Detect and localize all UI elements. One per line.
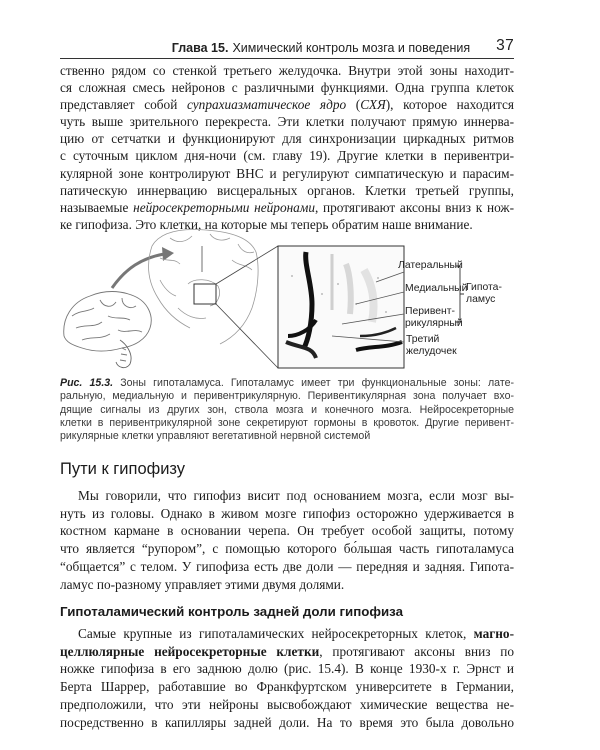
page-number: 37 [496,37,514,54]
zoom-box [194,284,216,304]
chapter-title: Химический контроль мозга и поведения [232,41,471,55]
text-line: “общается” с телом. У гипофиза есть две доли — передняя и задняя. Гипота- [60,558,514,574]
header-rule [60,58,514,59]
section-heading: Пути к гипофизу [60,460,186,478]
label-medial: Медиальный [405,283,468,294]
label-third-ventricle-2: желудочек [406,346,457,357]
text-line: Берта Шаррер, работавшие во Франкфуртском университете в Германии, [60,679,514,695]
text-line: цию от сетчатки и функционируют для синхронизации циркадных ритмов [60,131,514,147]
caption-line: дящие сигналы из других зон, ствола мозга и конечного мозга. Нейросекреторные [60,403,514,416]
paragraph-2 [60,487,514,593]
figure-15-3 [60,224,514,374]
label-periventricular-2: рикулярный [405,318,463,329]
text-line: ламус по-разному управляет этими двумя долями. [60,576,345,592]
label-hypothalamus-2: ламус [466,294,496,305]
coronal-section [149,230,258,344]
caption-line: клетки в перивентрикулярной зоне секретируют гормоны в кровоток. Другие перивент- [60,416,514,429]
text-line: что является “рупором”, с помощью которого большая часть гипоталамуса [60,541,514,557]
label-hypothalamus-1: Гипота- [466,282,502,293]
term-magnocellular: магно- [473,626,514,641]
label-lateral: Латеральный [398,260,463,271]
paragraph-1 [60,62,514,233]
text-line: нуть из головы. Однако в живом мозге гипофиз осторожно удерживается в [60,505,514,521]
term-magnocellular-cont: целлюлярные нейросекреторные клетки [60,643,320,659]
subsection-heading: Гипоталамический контроль задней доли гипофиза [60,604,403,619]
text-line: патическую иннервацию висцеральных органов. Клетки третьей группы, [60,182,514,198]
text-line: чуть выше зрительного перекреста. Эти клетки получают прямую иннерва- [60,114,514,130]
text-line: посредственно в капилляры задней доли. На то время это была довольно [60,714,514,730]
term-sch: супрахиазматическое ядро [186,97,347,113]
text-line: целлюлярные нейросекреторные клетки, протягивают аксоны вниз по [60,643,514,659]
figure-caption [60,377,514,443]
caption-label: Рис. 15.3. [60,377,114,389]
text-line: Самые крупные из гипоталамических нейросекреторных клеток, магно- [78,626,514,641]
text-line: называемые нейросекреторными нейронами, протягивают аксоны вниз к нож- [60,199,515,215]
inset-zoom [278,246,404,368]
caption-line: Рис. 15.3. Зоны гипоталамуса. Гипоталамус имеет три функциональные зоны: лате- [60,377,514,389]
caption-line: ральную, медиальную и перивентрикулярную. Перивентикулярная зона получает вхо- [60,390,514,403]
brain-side-view [64,292,151,368]
text-line: ственно рядом со стенкой третьего желудочка. Внутри этой зоны находит- [60,63,514,78]
term-neurosecretory: нейросекреторными нейронами [133,199,315,215]
arrow [112,254,164,288]
text-line: предположили, что эти нейроны высвобождают химические вещества не- [60,696,514,712]
text-line: костном кармане в основании черепа. Он требует особой защиты, потому [60,523,514,539]
text-line: Мы говорили, что гипофиз висит под основанием мозга, если мозг вы- [78,488,514,503]
caption-line: рикулярные клетки управляют вегетативной нервной системой [60,430,371,443]
text-line: ке гипофиза. Это клетки, на которые мы теперь обратим наше внимание. [60,216,473,232]
label-third-ventricle-1: Третий [406,334,440,345]
label-periventricular-1: Перивент- [405,306,455,317]
running-head [60,35,514,55]
chapter-label: Глава 15. [171,41,229,55]
text-line: ся сложная смесь нейронов с различными функциями. Одна группа клеток [60,80,514,96]
paragraph-3 [60,625,514,731]
text-line: ножке гипофиза в его заднюю долю (рис. 15.4). В конце 1930-х г. Эрнст и [60,661,514,677]
text-line: с суточным циклом дня-ночи (см. главу 19). Другие клетки в перивентри- [60,148,514,164]
text-line: кулярной зоне контролируют ВНС и регулируют симпатическую и парасим- [60,165,514,181]
term-sch-abbr: СХЯ [360,97,386,113]
text-line: представляет собой супрахиазматическое ядро (СХЯ), которое находится [60,97,514,113]
